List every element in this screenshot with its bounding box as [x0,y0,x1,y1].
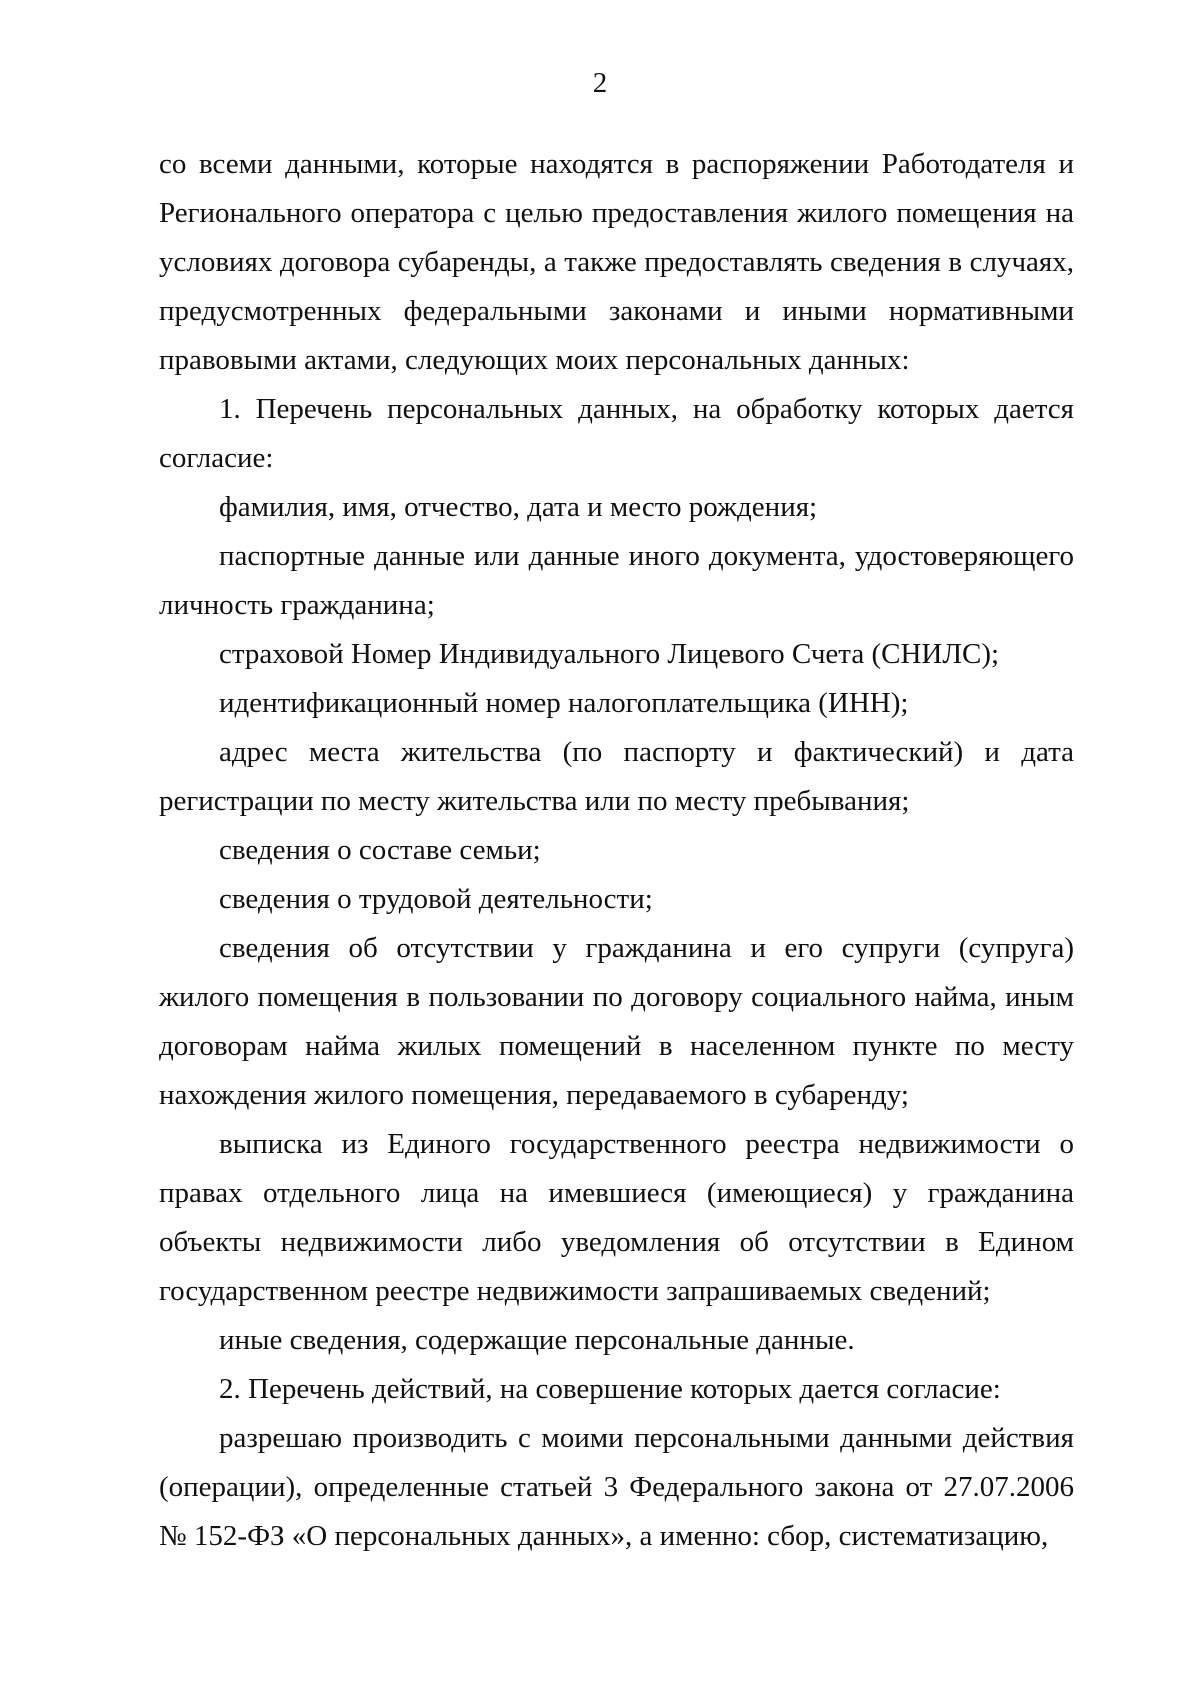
paragraph-8: сведения о составе семьи; [219,834,541,866]
paragraph-13: 2. Перечень действий, на совершение которых дается согласие: [219,1373,1001,1405]
paragraph-7: адрес места жительства (по паспорту и фактический) и дата регистрации по месту жительства или по месту пребывания; [159,736,1074,817]
document-body [159,140,1074,1561]
paragraph-4: паспортные данные или данные иного документа, удостоверяющего личность гражданина; [159,540,1074,621]
paragraph-11: выписка из Единого государственного реестра недвижимости о правах отдельного лица на имевшиеся (имеющиеся) у гражданина объекты недвижимости либо уведомления об отсутствии в Едином государственном реестре недвижимости запрашиваемых сведений; [159,1128,1074,1307]
paragraph-9: сведения о трудовой деятельности; [219,883,653,915]
paragraph-12: иные сведения, содержащие персональные данные. [219,1324,855,1356]
paragraph-5: страховой Номер Индивидуального Лицевого Счета (СНИЛС); [219,638,1000,670]
paragraph-3: фамилия, имя, отчество, дата и место рождения; [219,491,818,523]
page-number: 2 [592,67,608,99]
paragraph-14: разрешаю производить с моими персональными данными действия (операции), определенные статьей 3 Федерального закона от 27.07.2006 № 152-ФЗ «О персональных данных», а именно: сбор, систематизацию, [159,1422,1074,1552]
paragraph-10: сведения об отсутствии у гражданина и его супруги (супруга) жилого помещения в пользовании по договору социального найма, иным договорам найма жилых помещений в населенном пункте по месту нахождения жилого помещения, передаваемого в субаренду; [159,932,1074,1111]
paragraph-2: 1. Перечень персональных данных, на обработку которых дается согласие: [159,393,1074,474]
paragraph-1: со всеми данными, которые находятся в распоряжении Работодателя и Регионального оператора с целью предоставления жилого помещения на условиях договора субаренды, а также предоставлять сведения в случаях, предусмотренных федеральными законами и иными нормативными правовыми актами, следующих моих персональных данных: [159,148,1074,376]
paragraph-6: идентификационный номер налогоплательщика (ИНН); [219,687,909,719]
